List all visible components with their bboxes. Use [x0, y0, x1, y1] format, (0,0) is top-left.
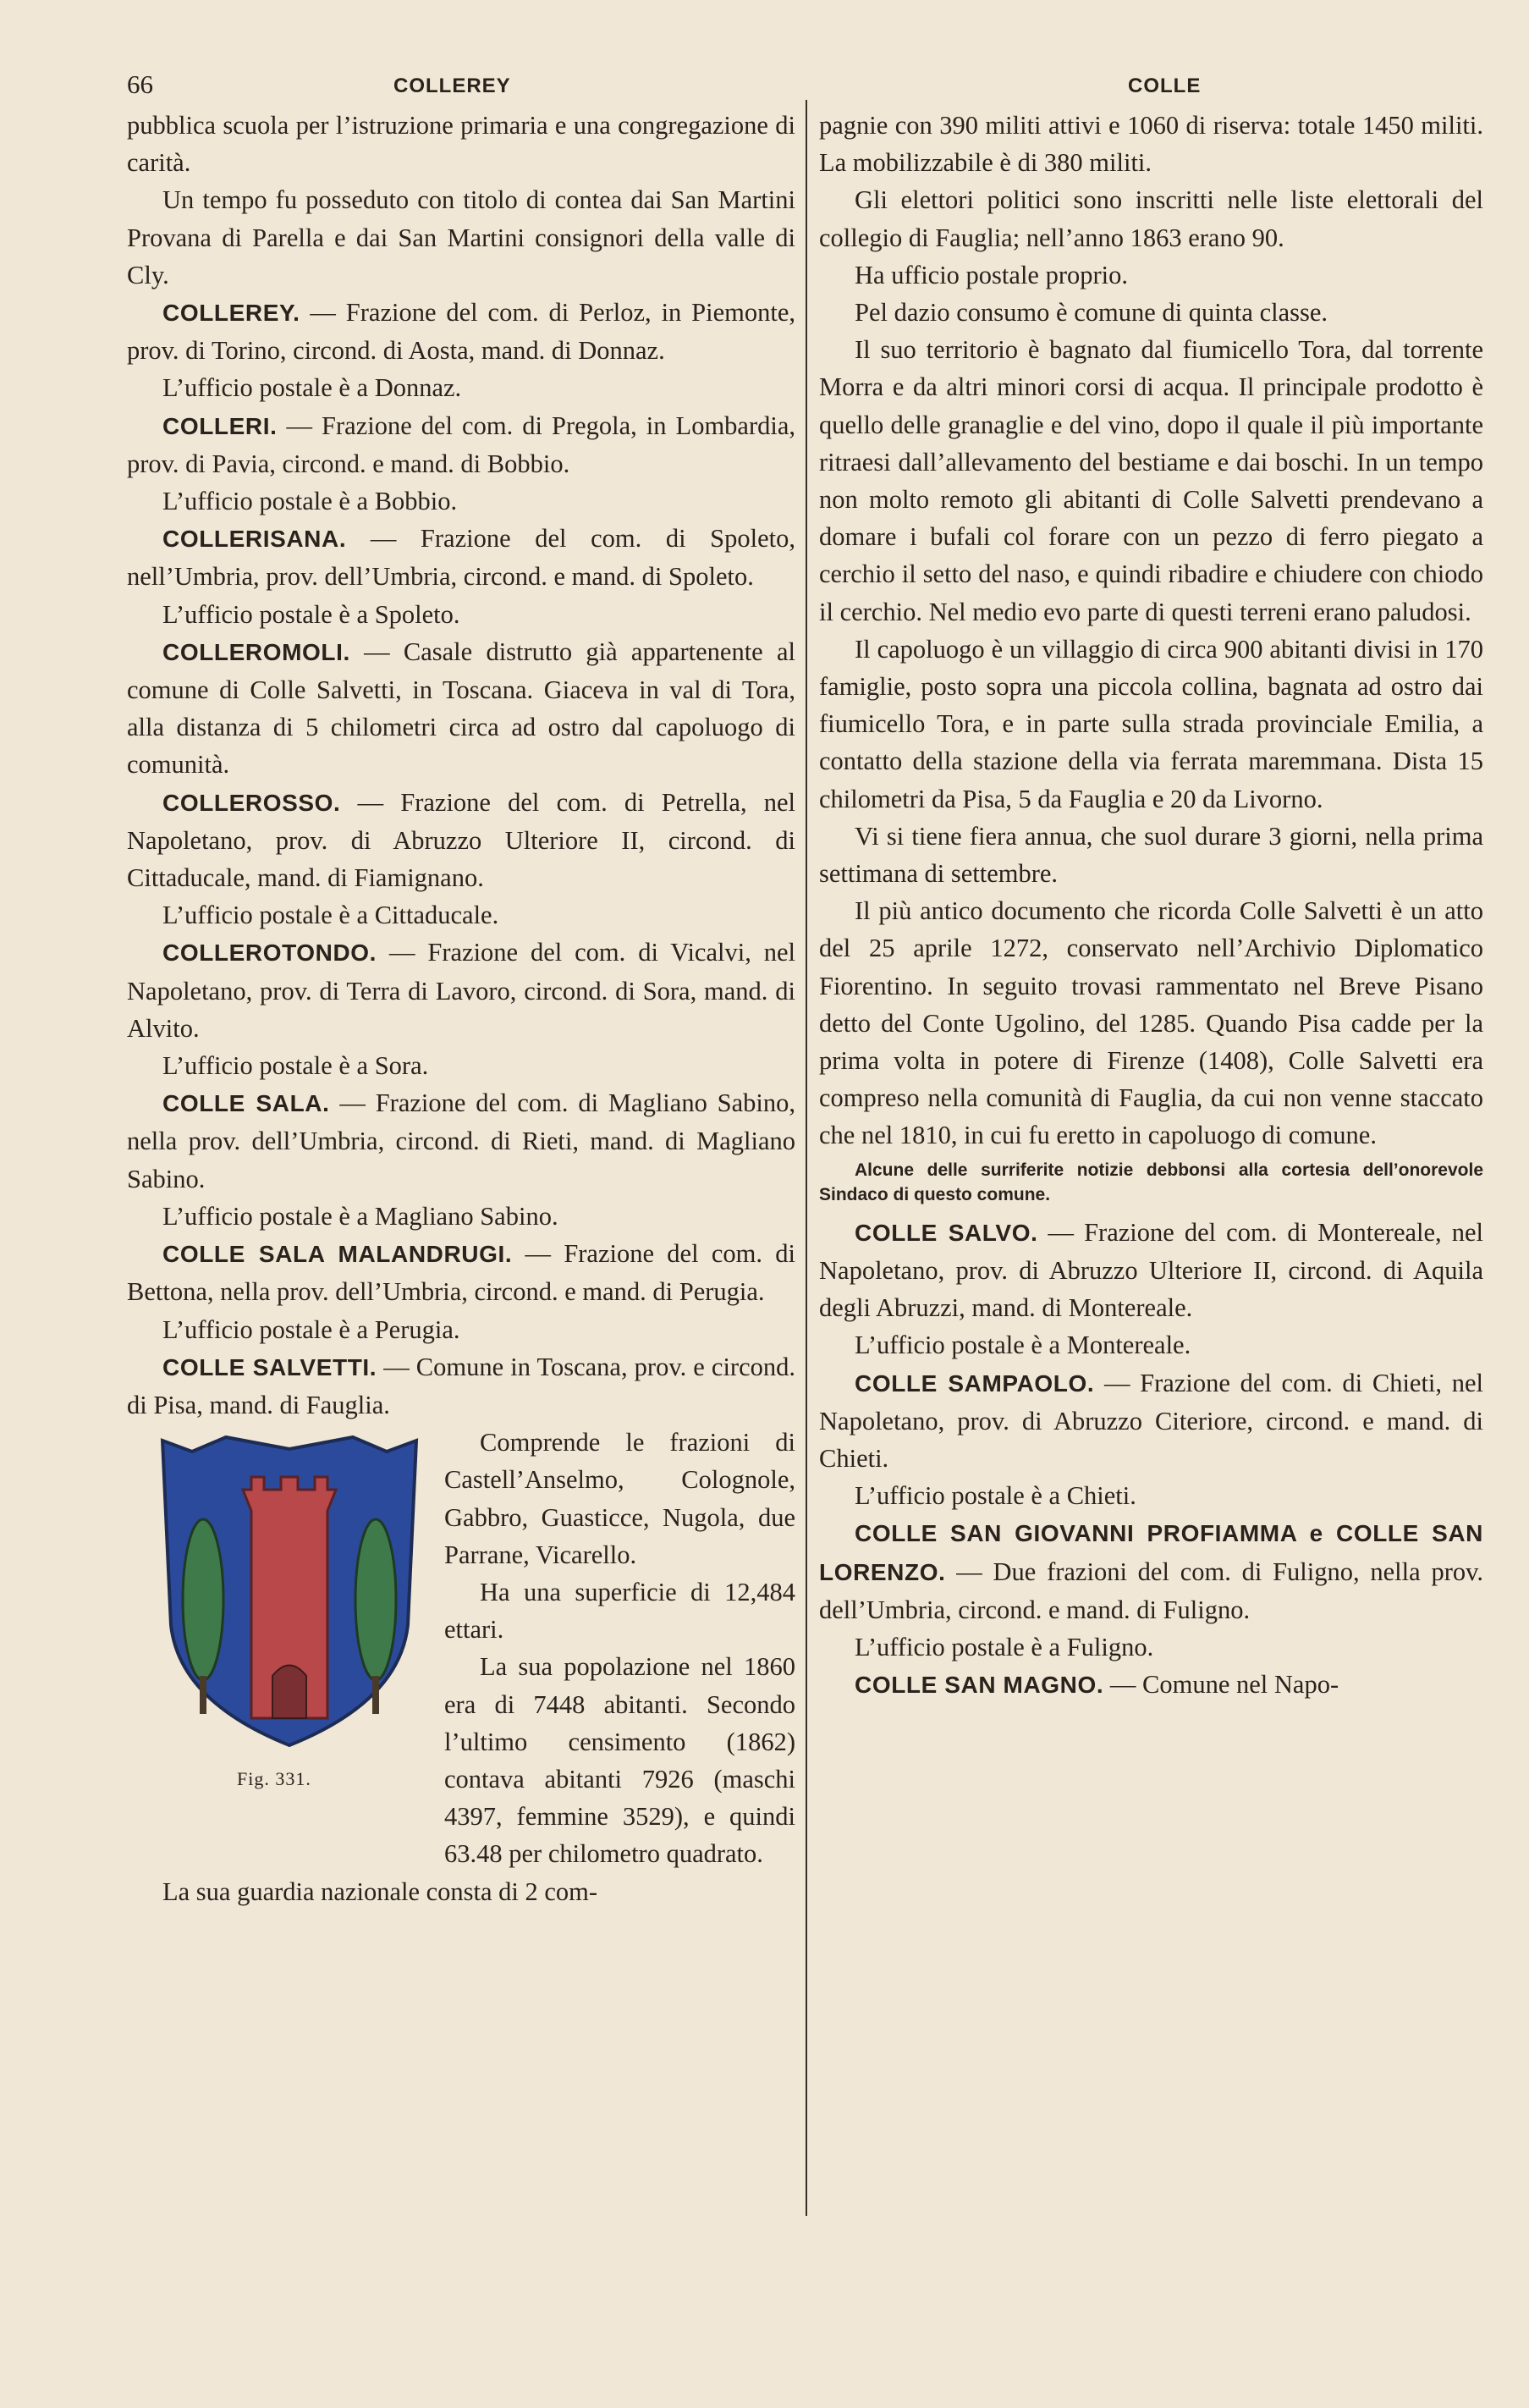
paragraph: Gli elettori politici sono inscritti nelle liste elettorali del collegio di Fauglia; nell’anno 1863 erano 90. — [819, 185, 1483, 252]
entry-body: — Frazione del com. di Pregola, in Lombardia, prov. di Pavia, circond. e mand. di Bobbio. — [127, 411, 795, 478]
paragraph: Vi si tiene fiera annua, che suol durare 3 giorni, nella prima settimana di settembre. — [819, 821, 1483, 889]
paragraph: Il capoluogo è un villaggio di circa 900 abitanti divisi in 170 famiglie, posto sopra una piccola collina, bagnata ad ostro dai fiumicello Tora, e in parte sulla strada provinciale Emilia, a contatto della stazione della via ferrata maremmana. Dista 15 chilometri da Pisa, 5 da Fauglia e 20 da Livorno. — [819, 634, 1483, 813]
entry-headword: COLLEROTONDO. — [162, 940, 377, 967]
entry-postal-note: L’ufficio postale è a Spoleto. — [162, 599, 460, 629]
entry-body: — Frazione del com. di Montereale, nel Napoletano, prov. di Abruzzo Ulteriore II, circond. di Aquila degli Abruzzi, mand. di Montereale. — [819, 1217, 1483, 1323]
entry-colle-san-giovanni — [819, 1514, 1483, 1628]
entry-headword: COLLE SALVO. — [855, 1219, 1038, 1246]
footnote-text: Alcune delle surriferite notizie debbonsi alla cortesia dell’onorevole Sindaco di questo comune. — [819, 1160, 1483, 1204]
entry-postal-note: L’ufficio postale è a Sora. — [162, 1051, 429, 1081]
entry-colleromoli — [127, 633, 795, 784]
entry-collerisana — [127, 520, 795, 595]
entry-colle-sampaolo — [819, 1364, 1483, 1478]
entry-headword: COLLEREY. — [162, 300, 300, 327]
paragraph: La sua guardia nazionale consta di 2 com- — [162, 1876, 598, 1906]
page-header — [127, 69, 1436, 107]
running-head-left: COLLEREY — [393, 74, 511, 97]
entry-headword: COLLERI. — [162, 412, 278, 439]
running-head-right: COLLE — [1128, 74, 1202, 97]
paragraph: Ha una superficie di 12,484 ettari. — [444, 1577, 795, 1645]
entry-body: — Due frazioni del com. di Fuligno, nella prov. dell’Umbria, circond. e mand. di Fuligno. — [819, 1557, 1483, 1624]
entry-body: — Frazione del com. di Perloz, in Piemonte, prov. di Torino, circond. di Aosta, mand. di Donnaz. — [127, 298, 796, 366]
entry-body: — Frazione del com. di Chieti, nel Napoletano, prov. di Abruzzo Citeriore, circond. e mand. di Chieti. — [819, 1368, 1483, 1473]
paragraph: Pel dazio consumo è comune di quinta classe. — [855, 298, 1328, 328]
paragraph: Il più antico documento che ricorda Colle Salvetti è un atto del 25 aprile 1272, conservato nell’Archivio Diplomatico Fiorentino. In seguito trovasi rammentato nel Breve Pisano detto del Conte Ugolino, del 1285. Quando Pisa cadde per la prima volta in potere di Firenze (1408), Colle Salvetti era compreso nella comunità di Fauglia, da cui non venne staccato che nel 1810, in cui fu eretto in capoluogo di comune. — [819, 896, 1483, 1150]
entry-headword: COLLEROMOLI. — [162, 638, 350, 665]
paragraph: Il suo territorio è bagnato dal fiumicello Tora, dal torrente Morra e da altri minori corsi di acqua. Il principale prodotto è quello delle granaglie e del vino, dopo il quale il più importante ritraesi dall’allevamento del bestiame e dai boschi. In un tempo non molto remoto gli abitanti di Colle Salvetti prendevano a domare i bufali col forare con un pezzo di ferro piegato a cerchio il setto del naso, e quindi ribadire e chiudere con chiodo il cerchio. Nel medio evo parte di questi terreni erano paludosi. — [819, 335, 1483, 626]
entry-colle-san-magno — [819, 1666, 1483, 1704]
page-number: 66 — [127, 69, 153, 99]
entry-body: — Comune nel Napo- — [1109, 1670, 1339, 1700]
entry-headword: COLLE SALA. — [162, 1090, 330, 1117]
entry-body: — Frazione del com. di Spoleto, nell’Umbria, prov. dell’Umbria, circond. e mand. di Spoleto. — [127, 524, 795, 592]
column-divider — [806, 100, 807, 2216]
coat-of-arms-icon — [154, 1430, 425, 1752]
entry-colle-sala-malandrugi — [127, 1235, 795, 1310]
entry-body: — Frazione del com. di Bettona, nella prov. dell’Umbria, circond. e mand. di Perugia. — [127, 1239, 796, 1307]
acknowledgement-note — [819, 1158, 1483, 1207]
entry-headword: COLLEROSSO. — [162, 789, 341, 816]
entry-collerotondo — [127, 934, 795, 1047]
entry-colleri — [127, 407, 795, 482]
entry-postal-note: L’ufficio postale è a Perugia. — [162, 1314, 460, 1344]
left-column — [127, 107, 795, 2281]
entry-body: — Comune in Toscana, prov. e circond. di Pisa, mand. di Fauglia. — [127, 1352, 795, 1419]
coat-of-arms-figure — [127, 1424, 444, 1838]
paragraph: Ha ufficio postale proprio. — [855, 260, 1128, 289]
right-column — [819, 107, 1483, 2281]
entry-postal-note: L’ufficio postale è a Bobbio. — [162, 487, 458, 516]
entry-colle-salvetti — [127, 1348, 795, 1424]
entry-headword: COLLE SALVETTI. — [162, 1353, 377, 1380]
entry-body: — Frazione del com. di Vicalvi, nel Napoletano, prov. di Terra di Lavoro, circond. di Sora, mand. di Alvito. — [127, 938, 795, 1043]
entry-headword: COLLE SAMPAOLO. — [855, 1369, 1095, 1397]
entry-headword: COLLE SAN GIOVANNI PROFIAMMA e COLLE SAN LORENZO. — [819, 1520, 1483, 1585]
paragraph: pagnie con 390 militi attivi e 1060 di riserva: totale 1450 militi. La mobilizzabile è di 380 militi. — [819, 111, 1483, 178]
entry-colle-salvo — [819, 1214, 1483, 1327]
entry-postal-note: L’ufficio postale è a Cittaducale. — [162, 901, 499, 930]
entry-headword: COLLE SALA MALANDRUGI. — [162, 1241, 513, 1268]
entry-collerosso — [127, 784, 795, 897]
paragraph: pubblica scuola per l’istruzione primaria e una congregazione di carità. — [127, 111, 795, 178]
entry-headword: COLLERISANA. — [162, 526, 347, 553]
entry-body: — Frazione del com. di Magliano Sabino, nella prov. dell’Umbria, circond. di Rieti, mand. di Magliano Sabino. — [127, 1088, 796, 1193]
entry-postal-note: L’ufficio postale è a Fuligno. — [855, 1632, 1154, 1661]
paragraph: Un tempo fu posseduto con titolo di contea dai San Martini Provana di Parella e dai San Martini consignori della valle di Cly. — [127, 185, 795, 289]
entry-colle-sala — [127, 1084, 795, 1198]
paragraph: Comprende le frazioni di Castell’Anselmo, Colognole, Gabbro, Guasticce, Nugola, due Parrane, Vicarello. — [444, 1428, 795, 1569]
entry-postal-note: L’ufficio postale è a Chieti. — [855, 1481, 1136, 1511]
figure-caption: Fig. 331. — [237, 1768, 311, 1790]
paragraph: La sua popolazione nel 1860 era di 7448 abitanti. Secondo l’ultimo censimento (1862) contava abitanti 7926 (maschi 4397, femmine 3529), e quindi 63.48 per chilometro quadrato. — [444, 1652, 795, 1869]
entry-headword: COLLE SAN MAGNO. — [855, 1672, 1104, 1699]
entry-body: — Frazione del com. di Petrella, nel Napoletano, prov. di Abruzzo Ulteriore II, circond. di Cittaducale, mand. di Fiamignano. — [127, 787, 796, 893]
entry-postal-note: L’ufficio postale è a Magliano Sabino. — [162, 1201, 558, 1231]
entry-body: — Casale distrutto già appartenente al comune di Colle Salvetti, in Toscana. Giaceva in val di Tora, alla distanza di 5 chilometri circa ad ostro dal capoluogo di comunità. — [127, 636, 795, 780]
entry-postal-note: L’ufficio postale è a Donnaz. — [162, 373, 462, 403]
entry-postal-note: L’ufficio postale è a Montereale. — [855, 1331, 1191, 1360]
entry-collerey — [127, 294, 795, 369]
